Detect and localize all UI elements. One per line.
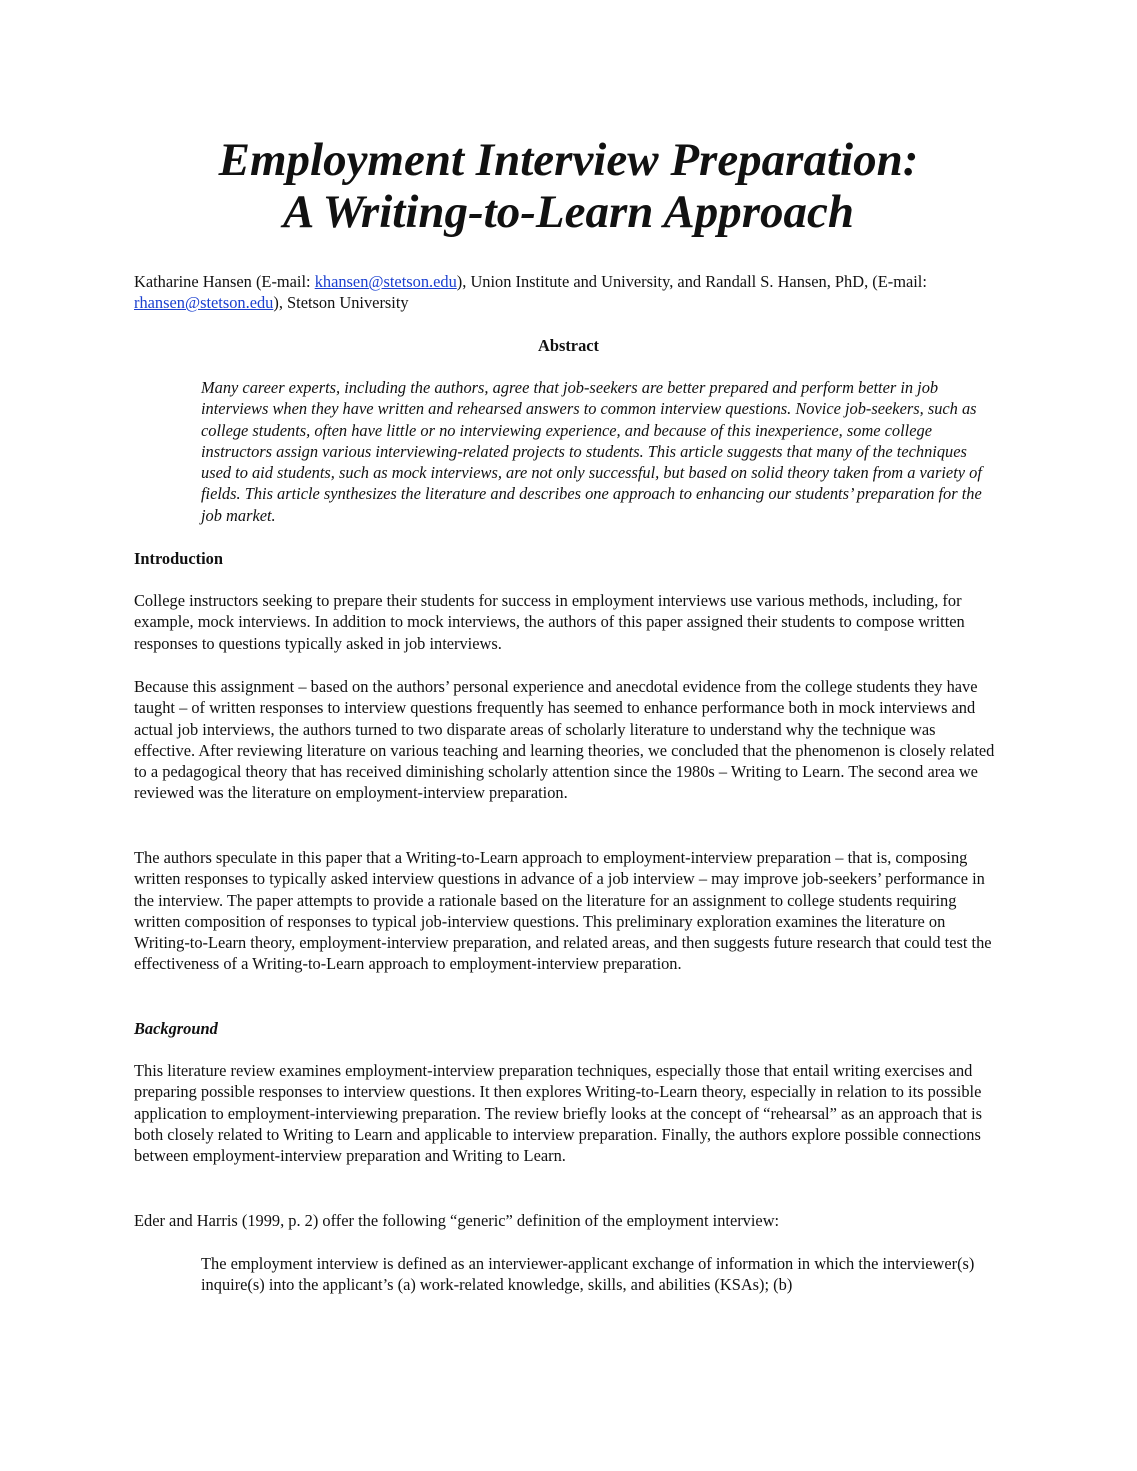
background-heading: Background xyxy=(134,1019,218,1038)
introduction-paragraph-3: The authors speculate in this paper that a Writing-to-Learn approach to employment-interview preparation – that is, composing written responses to typically asked interview questions in advance of a job interview – may improve job-seekers’ performance in the interview. The paper attempts to provide a rationale based on the literature for an assignment to college students requiring written composition of responses to typical job-interview questions. This preliminary exploration examines the literature on Writing-to-Learn theory, employment-interview preparation, and related areas, and then suggests future research that could test the effectiveness of a Writing-to-Learn approach to employment-interview preparation. xyxy=(134,848,992,974)
background-paragraph-1: This literature review examines employment-interview preparation techniques, especially those that entail writing exercises and preparing possible responses to interview questions. It then explores Writing-to-Learn theory, especially in relation to its possible application to employment-interviewing preparation. The review briefly looks at the concept of “rehearsal” as an approach that is both closely related to Writing to Learn and applicable to interview preparation. Finally, the authors explore possible connections between employment-interview preparation and Writing to Learn. xyxy=(134,1061,983,1166)
definition-blockquote: The employment interview is defined as an interviewer-applicant exchange of information in which the interviewer(s) inquire(s) into the applicant’s (a) work-related knowledge, skills, and abilities (KSAs); (b) xyxy=(201,1254,975,1295)
introduction-heading: Introduction xyxy=(134,549,223,568)
author-affiliations xyxy=(134,271,1000,314)
abstract-heading: Abstract xyxy=(538,336,599,355)
introduction-paragraph-2: Because this assignment – based on the authors’ personal experience and anecdotal evidence from the college students they have taught – of written responses to interview questions frequently has seemed to enhance performance both in mock interviews and actual job interviews, the authors turned to two disparate areas of scholarly literature to understand why the technique was effective. After reviewing literature on various teaching and learning theories, we concluded that the phenomenon is closely related to a pedagogical theory that has received diminishing scholarly attention since the 1980s – Writing to Learn. The second area we reviewed was the literature on employment-interview preparation. xyxy=(134,677,995,803)
email-link-khansen[interactable]: khansen@stetson.edu xyxy=(314,272,457,291)
author-text-1: Katharine Hansen (E-mail: xyxy=(134,272,315,291)
title-line-2: A Writing-to-Learn Approach xyxy=(282,186,855,238)
title-line-1: Employment Interview Preparation: xyxy=(218,134,919,186)
abstract-text: Many career experts, including the authors, agree that job-seekers are better prepared and perform better in job interviews when they have written and rehearsed answers to common interview questions. Novice job-seekers, such as college students, often have little or no interviewing experience, and because of this inexperience, some college instructors assign various interviewing-related projects to students. This article suggests that many of the techniques used to aid students, such as mock interviews, are not only successful, but based on solid theory taken from a variety of fields. This article synthesizes the literature and describes one approach to enhancing our students’ preparation for the job market. xyxy=(201,378,982,525)
author-text-2: ), Union Institute and University, and Randall S. Hansen, PhD, (E-mail: xyxy=(456,272,927,291)
author-text-3: ), Stetson University xyxy=(273,293,409,313)
email-link-rhansen[interactable]: rhansen@stetson.edu xyxy=(134,293,274,313)
background-paragraph-2: Eder and Harris (1999, p. 2) offer the following “generic” definition of the employment interview: xyxy=(134,1211,780,1230)
paper-title xyxy=(0,134,1137,238)
introduction-paragraph-1: College instructors seeking to prepare their students for success in employment interviews use various methods, including, for example, mock interviews. In addition to mock interviews, the authors of this paper assigned their students to compose written responses to questions typically asked in job interviews. xyxy=(134,591,965,653)
